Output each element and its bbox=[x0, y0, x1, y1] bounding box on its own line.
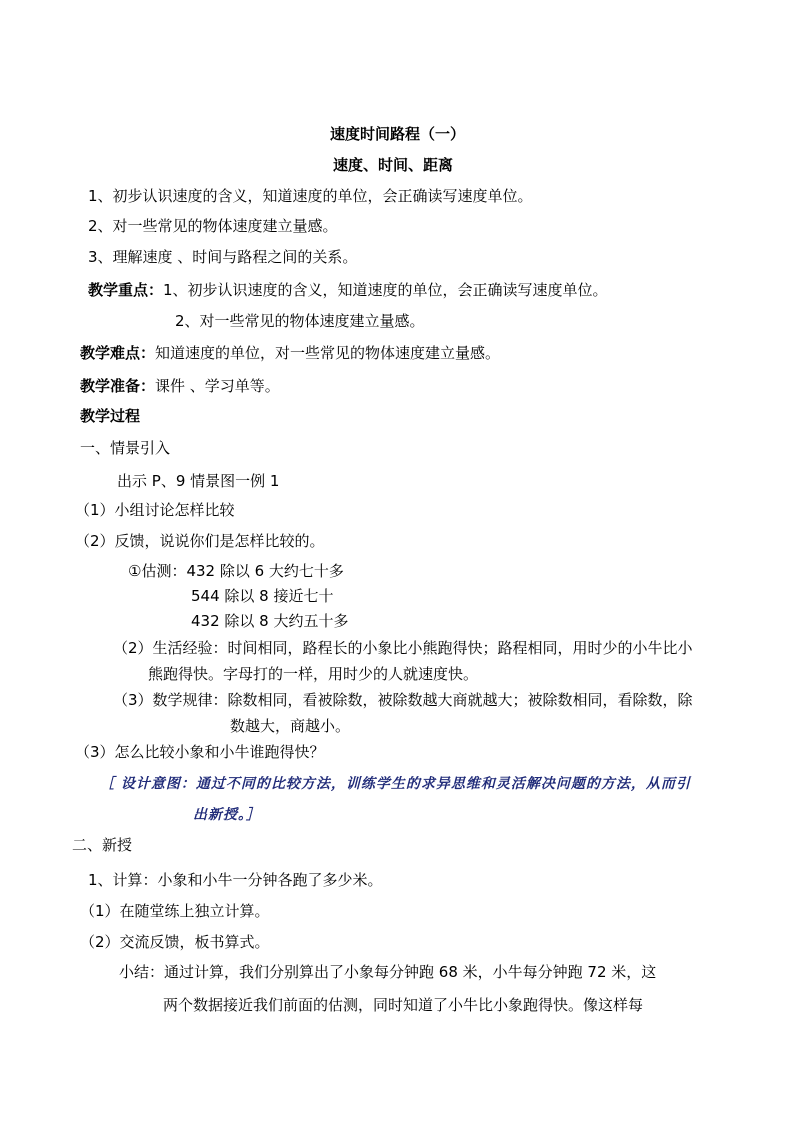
math-rule-2: 数越大，商越小。 bbox=[230, 717, 351, 735]
math-rule-1: （3）数学规律：除数相同，看被除数，被除数越大商就越大；被除数相同，看除数，除 bbox=[113, 691, 693, 709]
preparation-text: 课件 、学习单等。 bbox=[155, 377, 280, 395]
section1-show: 出示 P、9 情景图一例 1 bbox=[117, 472, 280, 490]
objective-3: 3、理解速度 、时间与路程之间的关系。 bbox=[88, 248, 358, 266]
estimate-1: ①估测：432 除以 6 大约七十多 bbox=[128, 562, 344, 580]
design-intent-1: ［ 设计意图：通过不同的比较方法，训练学生的求异思维和灵活解决问题的方法，从而引 bbox=[100, 776, 691, 792]
key-points-item-2: 2、对一些常见的物体速度建立量感。 bbox=[175, 312, 425, 330]
section2-step2: （2）交流反馈，板书算式。 bbox=[80, 933, 270, 951]
estimate-2: 544 除以 8 接近七十 bbox=[191, 587, 334, 605]
summary-2: 两个数据接近我们前面的估测，同时知道了小牛比小象跑得快。像这样每 bbox=[163, 996, 644, 1014]
preparation-label: 教学准备： bbox=[80, 377, 156, 395]
life-experience-2: 熊跑得快。字母打的一样，用时少的人就速度快。 bbox=[148, 665, 479, 683]
page-subtitle: 速度、时间、距离 bbox=[333, 156, 454, 174]
section2-step1: （1）在随堂练上独立计算。 bbox=[80, 902, 270, 920]
summary-1: 小结：通过计算，我们分别算出了小象每分钟跑 68 米，小牛每分钟跑 72 米，这 bbox=[119, 963, 657, 981]
section2-heading: 二、新授 bbox=[72, 836, 133, 854]
difficulty-row bbox=[80, 343, 500, 363]
objective-2: 2、对一些常见的物体速度建立量感。 bbox=[88, 217, 338, 235]
page-title: 速度时间路程（一） bbox=[330, 125, 466, 143]
key-points-row bbox=[88, 280, 608, 300]
section1-step2: （2）反馈，说说你们是怎样比较的。 bbox=[75, 532, 325, 550]
section1-heading: 一、情景引入 bbox=[80, 439, 171, 457]
key-points-item-1: 1、初步认识速度的含义，知道速度的单位，会正确读写速度单位。 bbox=[163, 281, 608, 299]
life-experience-1: （2）生活经验：时间相同，路程长的小象比小熊跑得快；路程相同，用时少的小牛比小 bbox=[113, 639, 693, 657]
section1-step1: （1）小组讨论怎样比较 bbox=[75, 501, 235, 519]
objective-1: 1、初步认识速度的含义，知道速度的单位，会正确读写速度单位。 bbox=[88, 187, 533, 205]
section2-calc: 1、计算：小象和小牛一分钟各跑了多少米。 bbox=[88, 871, 383, 889]
preparation-row bbox=[80, 376, 280, 396]
design-intent-2: 出新授。］ bbox=[193, 807, 261, 823]
difficulty-label: 教学难点： bbox=[80, 344, 156, 362]
difficulty-text: 知道速度的单位，对一些常见的物体速度建立量感。 bbox=[155, 344, 501, 362]
section1-step3: （3）怎么比较小象和小牛谁跑得快？ bbox=[75, 743, 325, 761]
key-points-label: 教学重点： bbox=[88, 281, 164, 299]
process-heading: 教学过程 bbox=[80, 407, 141, 425]
estimate-3: 432 除以 8 大约五十多 bbox=[191, 612, 349, 630]
